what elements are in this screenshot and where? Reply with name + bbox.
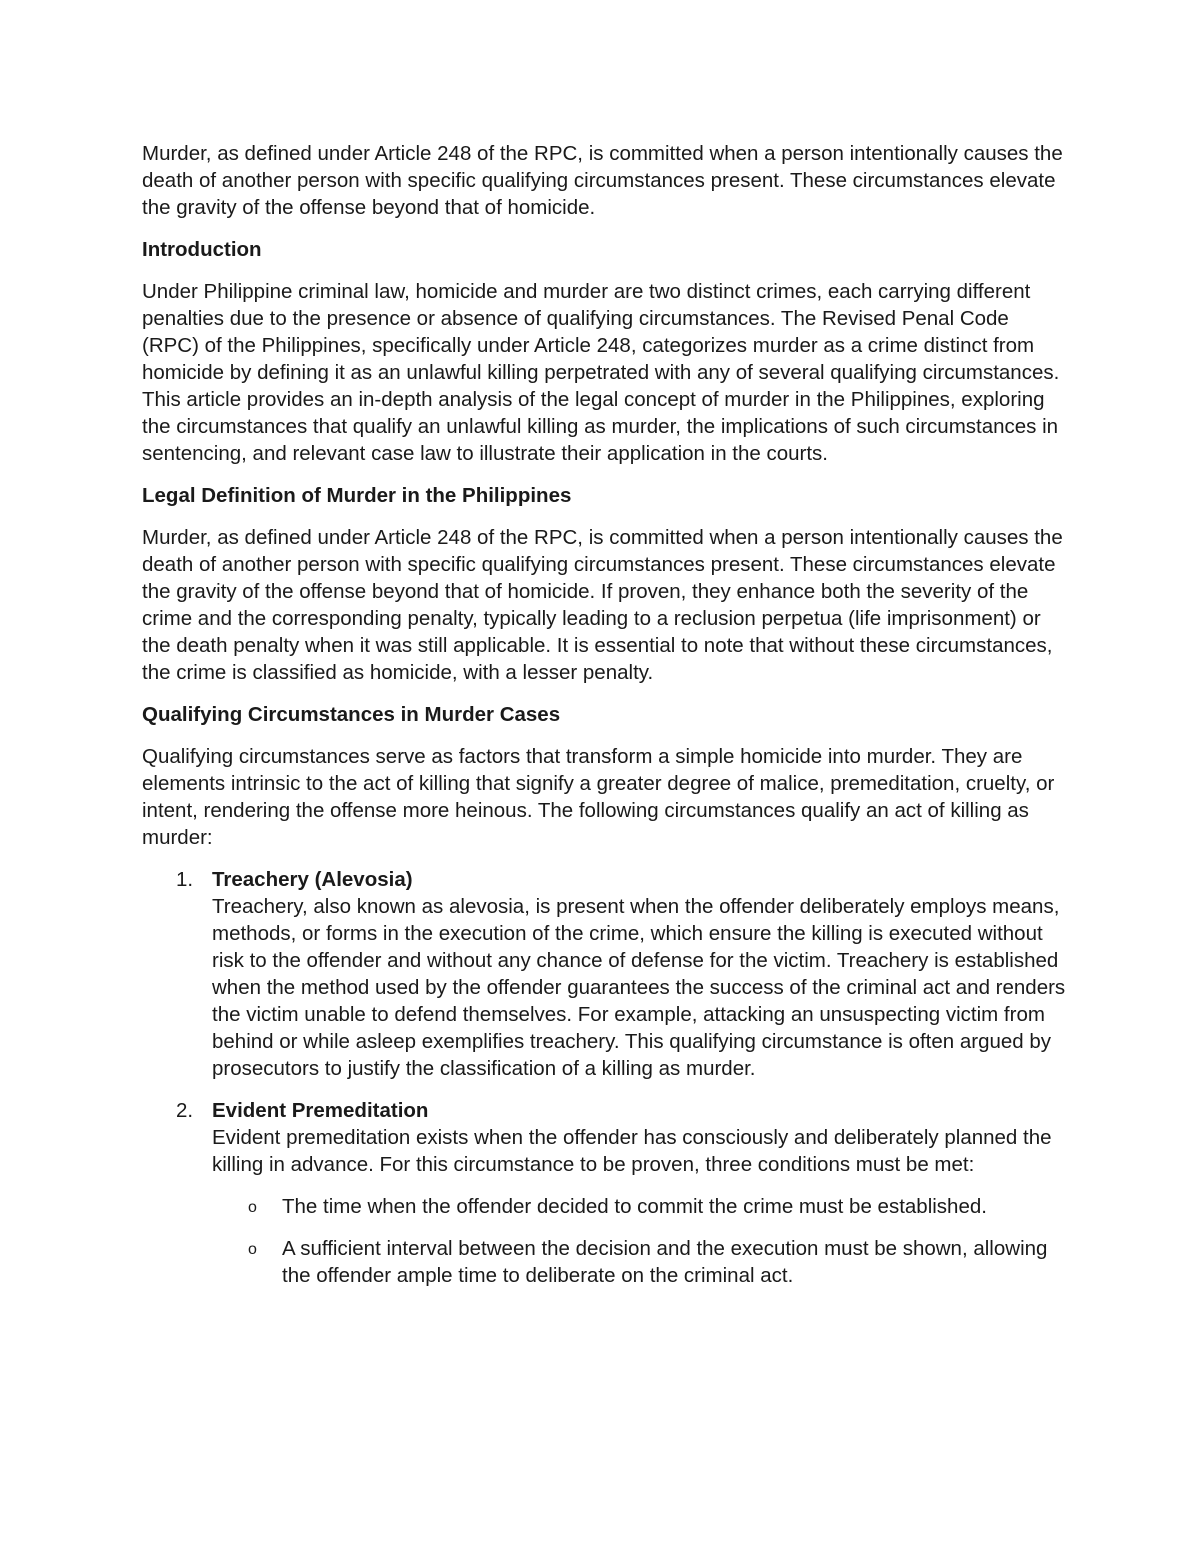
hollow-bullet-icon: o bbox=[248, 1199, 257, 1216]
legal-definition-paragraph: Murder, as defined under Article 248 of the RPC, is committed when a person intentionally causes the death of another person with specific qualifying circumstances present. These circumstances elevate the gravity of the offense beyond that of homicide. If proven, they enhance both the severity of the crime and the corresponding penalty, typically leading to a reclusion perpetua (life imprisonment) or the death penalty when it was still applicable. It is essential to note that without these circumstances, the crime is classified as homicide, with a lesser penalty. bbox=[142, 526, 1063, 684]
condition-item bbox=[212, 1193, 1070, 1220]
condition-text: The time when the offender decided to commit the crime must be established. bbox=[282, 1195, 987, 1218]
list-number: 2. bbox=[176, 1099, 194, 1122]
qualifying-circumstances-heading: Qualifying Circumstances in Murder Cases bbox=[142, 703, 561, 726]
list-item-treachery bbox=[142, 866, 1070, 1082]
legal-definition-heading: Legal Definition of Murder in the Philippines bbox=[142, 484, 572, 507]
list-number: 1. bbox=[176, 868, 194, 891]
qualifying-circumstances-paragraph: Qualifying circumstances serve as factors that transform a simple homicide into murder. They are elements intrinsic to the act of killing that signify a greater degree of malice, premeditation, cruelty, or intent, rendering the offense more heinous. The following circumstances qualify an act of killing as murder: bbox=[142, 745, 1055, 849]
intro-paragraph: Murder, as defined under Article 248 of the RPC, is committed when a person intentionally causes the death of another person with specific qualifying circumstances present. These circumstances elevate the gravity of the offense beyond that of homicide. bbox=[142, 142, 1063, 219]
treachery-title: Treachery (Alevosia) bbox=[212, 868, 413, 891]
qualifying-circumstances-list bbox=[142, 866, 1070, 1289]
evident-premeditation-body: Evident premeditation exists when the offender has consciously and deliberately planned the killing in advance. For this circumstance to be proven, three conditions must be met: bbox=[212, 1126, 1052, 1176]
hollow-bullet-icon: o bbox=[248, 1241, 257, 1258]
condition-item bbox=[212, 1235, 1070, 1289]
introduction-paragraph: Under Philippine criminal law, homicide and murder are two distinct crimes, each carrying different penalties due to the presence or absence of qualifying circumstances. The Revised Penal Code (RPC) of the Philippines, specifically under Article 248, categorizes murder as a crime distinct from homicide by defining it as an unlawful killing perpetrated with any of several qualifying circumstances. This article provides an in-depth analysis of the legal concept of murder in the Philippines, exploring the circumstances that qualify an unlawful killing as murder, the implications of such circumstances in sentencing, and relevant case law to illustrate their application in the courts. bbox=[142, 280, 1060, 465]
list-item-evident-premeditation bbox=[142, 1097, 1070, 1289]
introduction-heading: Introduction bbox=[142, 238, 262, 261]
premeditation-conditions-list bbox=[212, 1193, 1070, 1289]
treachery-body: Treachery, also known as alevosia, is present when the offender deliberately employs means, methods, or forms in the execution of the crime, which ensure the killing is executed without risk to the offender and without any chance of defense for the victim. Treachery is established when the method used by the offender guarantees the success of the criminal act and renders the victim unable to defend themselves. For example, attacking an unsuspecting victim from behind or while asleep exemplifies treachery. This qualifying circumstance is often argued by prosecutors to justify the classification of a killing as murder. bbox=[212, 895, 1066, 1080]
condition-text: A sufficient interval between the decision and the execution must be shown, allowing the offender ample time to deliberate on the criminal act. bbox=[282, 1237, 1048, 1287]
evident-premeditation-title: Evident Premeditation bbox=[212, 1099, 429, 1122]
